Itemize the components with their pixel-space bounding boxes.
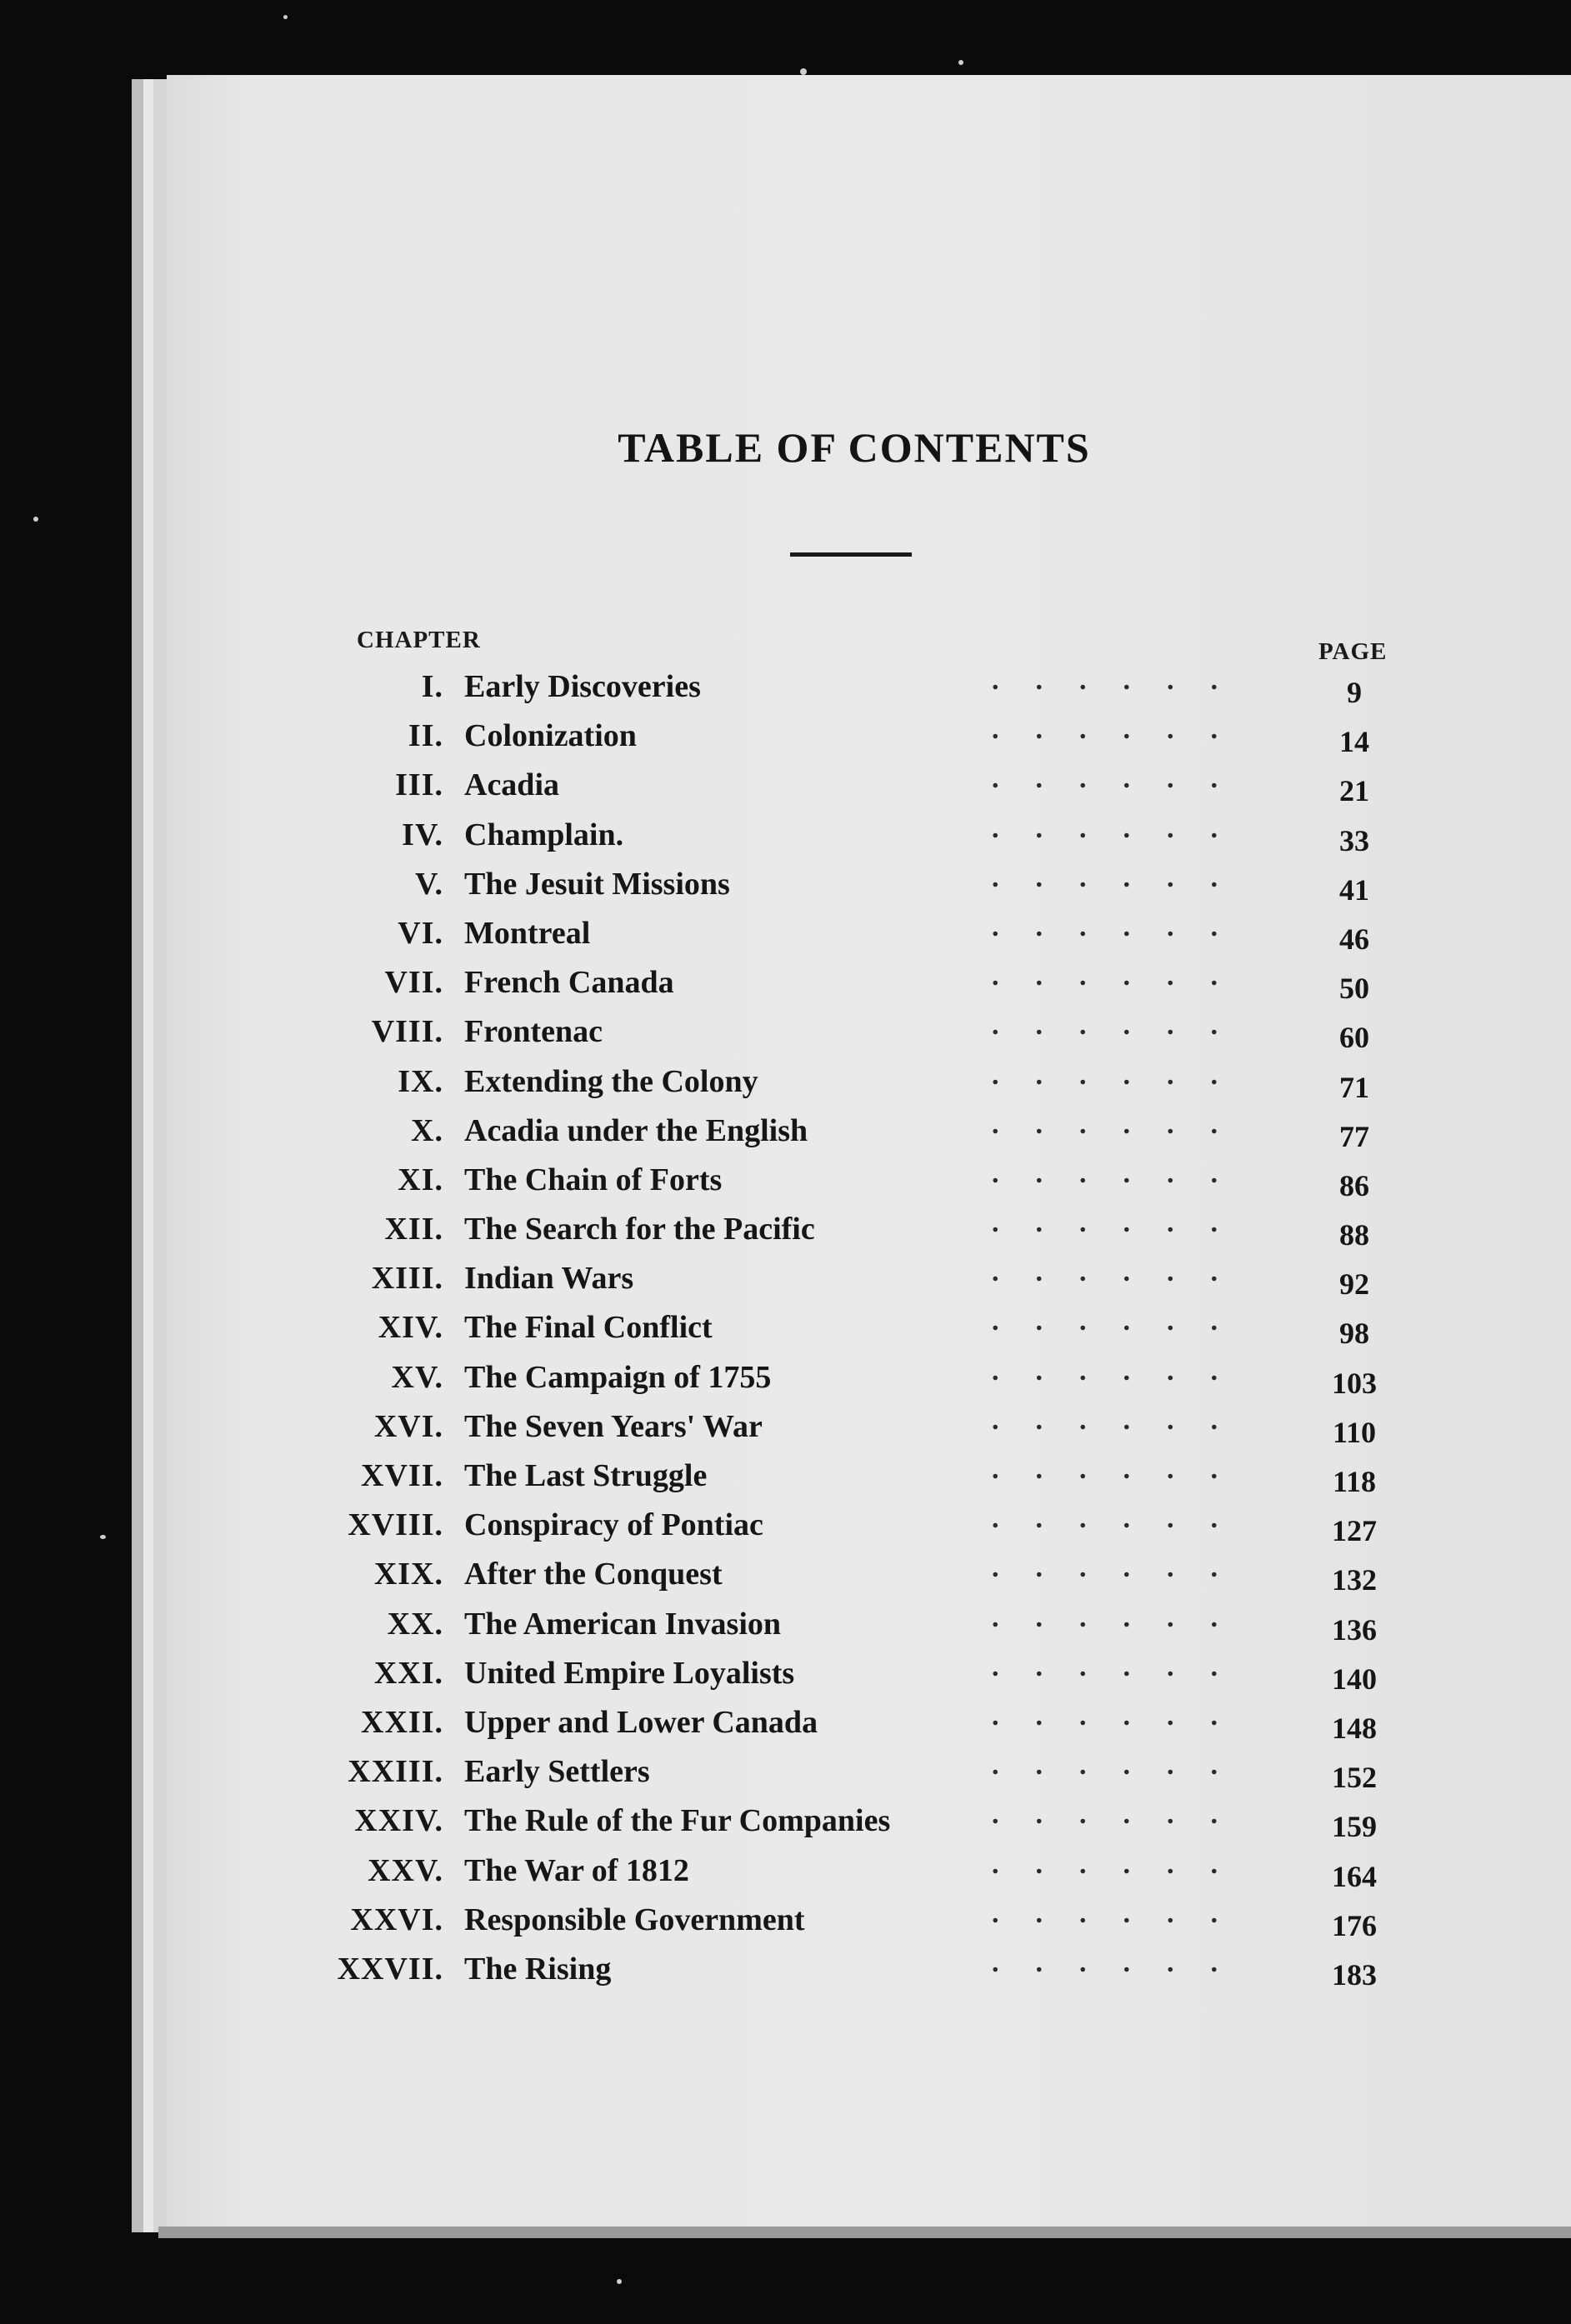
toc-entry — [308, 1257, 1408, 1309]
chapter-numeral: IX. — [398, 1063, 443, 1099]
dot-leader: ...... — [992, 1552, 1254, 1584]
chapter-numeral: I. — [421, 669, 443, 704]
toc-entry — [308, 1799, 1408, 1852]
chapter-title: Early Settlers — [464, 1754, 650, 1790]
page-number: 46 — [1339, 922, 1369, 956]
scan-speck — [800, 68, 807, 75]
chapter-title: After the Conquest — [464, 1557, 723, 1592]
dot-leader: ...... — [992, 911, 1254, 942]
toc-entry — [308, 961, 1408, 1013]
dot-leader: ...... — [992, 1651, 1254, 1682]
toc-entry — [308, 1454, 1408, 1507]
toc-entry — [308, 1602, 1408, 1655]
dot-leader: ...... — [992, 1700, 1254, 1732]
chapter-numeral: V. — [414, 866, 443, 902]
chapter-title: Champlain. — [464, 817, 624, 852]
page-number: 92 — [1339, 1267, 1369, 1302]
page-number: 164 — [1332, 1859, 1377, 1893]
chapter-numeral: VIII. — [371, 1014, 443, 1050]
chapter-title: The Rule of the Fur Companies — [464, 1803, 891, 1839]
chapter-title: Montreal — [464, 915, 591, 951]
chapter-numeral: XV. — [391, 1359, 443, 1395]
chapter-title: The Chain of Forts — [464, 1162, 723, 1197]
chapter-title: The American Invasion — [464, 1606, 782, 1642]
toc-entry — [308, 1947, 1408, 2000]
chapter-numeral: XX. — [387, 1606, 443, 1642]
chapter-title: Early Discoveries — [464, 669, 701, 704]
page-number: 127 — [1332, 1514, 1377, 1548]
chapter-title: French Canada — [464, 965, 674, 1001]
chapter-numeral: XXIII. — [348, 1754, 443, 1790]
page-number: 140 — [1332, 1662, 1377, 1696]
dot-leader: ...... — [992, 1207, 1254, 1239]
dot-leader: ...... — [992, 1848, 1254, 1880]
page-number: 33 — [1339, 823, 1369, 857]
scan-speck — [617, 2279, 622, 2284]
contents-list — [308, 665, 1408, 2000]
page-number: 132 — [1332, 1563, 1377, 1597]
chapter-title: Conspiracy of Pontiac — [464, 1507, 763, 1543]
toc-entry — [308, 1157, 1408, 1211]
page-number: 77 — [1339, 1119, 1369, 1153]
toc-entry — [308, 1108, 1408, 1162]
chapter-numeral: XIII. — [371, 1261, 443, 1297]
page-number: 98 — [1339, 1317, 1369, 1351]
chapter-numeral: XVII. — [361, 1458, 443, 1493]
dot-leader: ...... — [992, 1750, 1254, 1782]
page-number: 118 — [1332, 1465, 1376, 1498]
dot-leader: ...... — [992, 1799, 1254, 1831]
dot-leader: ...... — [992, 1355, 1254, 1387]
chapter-numeral: II. — [408, 718, 443, 754]
chapter-title: The Campaign of 1755 — [464, 1359, 772, 1395]
toc-entry — [308, 1897, 1408, 1951]
chapter-title: The Final Conflict — [464, 1310, 713, 1346]
dot-leader: ...... — [992, 961, 1254, 992]
chapter-title: Upper and Lower Canada — [464, 1704, 818, 1740]
scan-speck — [283, 15, 288, 19]
dot-leader: ...... — [992, 862, 1254, 893]
page-number: 159 — [1332, 1810, 1377, 1844]
toc-entry — [308, 1750, 1408, 1802]
chapter-numeral: VII. — [384, 965, 443, 1001]
dot-leader: ...... — [992, 812, 1254, 844]
chapter-numeral: XI. — [398, 1162, 443, 1197]
chapter-numeral: IV. — [402, 817, 443, 852]
toc-entry — [308, 1651, 1408, 1704]
dot-leader: ...... — [992, 1404, 1254, 1436]
scan-speck — [958, 60, 963, 65]
toc-entry — [308, 1059, 1408, 1112]
dot-leader: ...... — [992, 1108, 1254, 1140]
page-number: 152 — [1332, 1761, 1377, 1795]
page-number: 50 — [1339, 972, 1369, 1006]
toc-entry — [308, 665, 1408, 717]
chapter-title: Extending the Colony — [464, 1063, 758, 1099]
chapter-title: The Jesuit Missions — [464, 866, 730, 902]
chapter-numeral: XXVII. — [337, 1951, 443, 1987]
scan-speck — [33, 517, 38, 522]
page-number: 86 — [1339, 1168, 1369, 1202]
chapter-numeral: XVIII. — [348, 1507, 443, 1543]
toc-entry — [308, 1010, 1408, 1062]
page-number: 21 — [1339, 774, 1369, 808]
page-number: 88 — [1339, 1218, 1369, 1252]
dot-leader: ...... — [992, 1157, 1254, 1189]
toc-entry — [308, 1503, 1408, 1556]
chapter-title: Acadia — [464, 767, 559, 803]
page-number: 110 — [1332, 1415, 1376, 1449]
toc-entry — [308, 1355, 1408, 1408]
chapter-numeral: XXVI. — [350, 1902, 443, 1937]
toc-entry — [308, 1306, 1408, 1358]
page-number: 183 — [1332, 1957, 1377, 1992]
title-rule — [790, 552, 912, 557]
page-number: 148 — [1332, 1711, 1377, 1745]
chapter-numeral: VI. — [398, 915, 443, 951]
dot-leader: ...... — [992, 1257, 1254, 1288]
toc-entry — [308, 1404, 1408, 1457]
dot-leader: ...... — [992, 1454, 1254, 1485]
toc-entry — [308, 1700, 1408, 1753]
chapter-title: The Rising — [464, 1951, 612, 1987]
chapter-title: The Last Struggle — [464, 1458, 708, 1493]
page-number: 71 — [1339, 1070, 1369, 1104]
dot-leader: ...... — [992, 1947, 1254, 1978]
toc-entry — [308, 1848, 1408, 1902]
chapter-column-label: CHAPTER — [357, 627, 481, 653]
chapter-numeral: XXI. — [373, 1655, 443, 1691]
chapter-numeral: XXII. — [361, 1704, 443, 1740]
scan-speck — [100, 1535, 106, 1539]
dot-leader: ...... — [992, 1897, 1254, 1929]
toc-entry — [308, 763, 1408, 816]
chapter-numeral: III. — [395, 767, 443, 803]
toc-entry — [308, 862, 1408, 915]
toc-entry — [308, 1552, 1408, 1605]
toc-entry — [308, 714, 1408, 767]
page-number: 41 — [1339, 872, 1369, 907]
page-column-label: PAGE — [1318, 638, 1388, 665]
chapter-title: United Empire Loyalists — [464, 1655, 795, 1691]
dot-leader: ...... — [992, 1602, 1254, 1633]
page-number: 176 — [1332, 1908, 1377, 1942]
dot-leader: ...... — [992, 665, 1254, 696]
dot-leader: ...... — [992, 1059, 1254, 1091]
dot-leader: ...... — [992, 763, 1254, 795]
chapter-title: The Search for the Pacific — [464, 1212, 815, 1247]
page-number: 9 — [1347, 676, 1362, 709]
chapter-numeral: XXV. — [368, 1852, 443, 1888]
toc-entry — [308, 812, 1408, 866]
dot-leader: ...... — [992, 1010, 1254, 1042]
chapter-title: Acadia under the English — [464, 1112, 808, 1148]
dot-leader: ...... — [992, 1503, 1254, 1535]
chapter-title: The Seven Years' War — [464, 1408, 763, 1444]
page-number: 14 — [1339, 725, 1369, 759]
page-title: TABLE OF CONTENTS — [618, 424, 1091, 471]
chapter-title: Colonization — [464, 718, 637, 754]
page-number: 103 — [1332, 1366, 1377, 1400]
chapter-numeral: XXIV. — [354, 1803, 443, 1839]
page-number: 136 — [1332, 1612, 1377, 1647]
chapter-title: Indian Wars — [464, 1261, 634, 1297]
chapter-numeral: XIX. — [373, 1557, 443, 1592]
dot-leader: ...... — [992, 714, 1254, 746]
toc-entry — [308, 1207, 1408, 1260]
chapter-title: The War of 1812 — [464, 1852, 689, 1888]
chapter-numeral: X. — [411, 1112, 443, 1148]
chapter-numeral: XIV. — [378, 1310, 443, 1346]
page-number: 60 — [1339, 1021, 1369, 1055]
chapter-numeral: XVI. — [373, 1408, 443, 1444]
page-bottom-edge — [158, 2227, 1571, 2238]
chapter-numeral: XII. — [384, 1212, 443, 1247]
chapter-title: Responsible Government — [464, 1902, 805, 1937]
chapter-title: Frontenac — [464, 1014, 603, 1050]
dot-leader: ...... — [992, 1306, 1254, 1337]
toc-entry — [308, 911, 1408, 964]
